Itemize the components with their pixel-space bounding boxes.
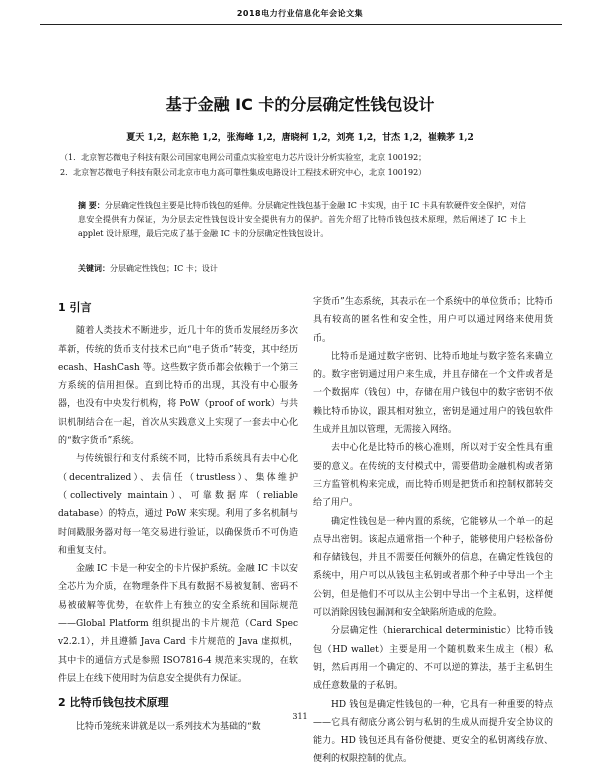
author-list: 夏天 1,2，赵东艳 1,2，张海峰 1,2，唐晓柯 1,2，刘亮 1,2，甘杰 1,2，崔赖茅 1,2 [126, 133, 474, 143]
section-heading-introduction: 1 引言 [58, 301, 92, 314]
paragraph: HD 钱包是确定性钱包的一种，它具有一种重要的特点——它具有彻底分离公钥与私钥的生成从而提升安全协议的能力。HD 钱包还具有备份便捷、更安全的私钥离线存放、便利的权限控制的优点。 [313, 699, 553, 765]
paragraph: 分层确定性（hierarchical deterministic）比特币钱包（HD wallet）主要是用一个随机数来生成主（根）私钥，然后再用一个确定的、不可以逆的算法，基于主私钥生成任意数量的子私钥。 [313, 626, 553, 692]
keywords [78, 261, 526, 276]
abstract-label: 摘 要： [78, 200, 105, 210]
left-column [58, 293, 298, 736]
paragraph: 比特币笼统来讲就是以一系列技术为基础的“数 [76, 721, 261, 732]
page-number: 311 [292, 712, 308, 721]
paragraph: 与传统银行和支付系统不同，比特币系统具有去中心化（decentralized）、去信任（trustless）、集体维护（collectively maintain）、可靠数据库（reliable database）的特点，通过 PoW 来实现。利用了多名机制与时间戳服务器对每一笔交易进行验证，以确保货币不可伪造和重复支付。 [58, 454, 298, 556]
paragraph: 比特币是通过数字密钥、比特币地址与数字签名来确立的。数字密钥通过用户来生成，并且存储在一个文件或者是一个数据库（钱包）中，存储在用户钱包中的数字密钥不依赖比特币协议，跟其相对独立，密钥是通过用户的钱包软件生成并且加以管理，无需接入网络。 [313, 351, 553, 436]
paragraph: 金融 IC 卡是一种安全的卡片保护系统。金融 IC 卡以安全芯片为介质，在物理条件下具有数据不易被复制、密码不易被破解等优势，在软件上有独立的安全系统和国际规范——Global Platform 组织提出的卡片规范（Card Spec v2.2.1），并且遵循 Java Card 卡片规范的 Java 虚拟机，其中卡的通信方式是参照 ISO7816-4 规范来实现的，在软件层上在线下使用时为信息安全提供有力保证。 [58, 564, 298, 684]
paragraph: 去中心化是比特币的核心准则，所以对于安全性具有重要的意义。在传统的支付模式中，需要借助金融机构或者第三方监管机构来完成，而比特币则是把货币和控制权都转交给了用户。 [313, 443, 553, 509]
affiliation-1: （1．北京智芯微电子科技有限公司国家电网公司重点实验室电力芯片设计分析实验室，北京 100192； [60, 153, 427, 162]
paper-title: 基于金融 IC 卡的分层确定性钱包设计 [165, 95, 435, 114]
header-rule [40, 24, 562, 25]
running-head: 2018电力行业信息化年会论文集 [236, 9, 364, 18]
abstract [78, 198, 526, 241]
abstract-text: 分层确定性钱包主要是比特币钱包的延伸。分层确定性钱包基于金融 IC 卡实现，由于 IC 卡具有软硬件安全保护，对信息安全提供有力保证，为分层去定性钱包设计安全提供有力的保护。首先介绍了比特币钱包技术原理，然后阐述了 IC 卡上 applet 设计原理，最后完成了基于金融 IC 卡的分层确定性钱包设计。 [78, 201, 526, 238]
affiliation-2: 2．北京智芯微电子科技有限公司北京市电力高可靠性集成电路设计工程技术研究中心，北京 100192） [60, 168, 427, 177]
right-column [313, 293, 553, 769]
paragraph: 确定性钱包是一种内置的系统，它能够从一个单一的起点导出密钥。该起点通常指一个种子，能够使用户轻松备份和存储钱包，并且不需要任何额外的信息，在确定性钱包的系统中，用户可以从钱包主私钥或者那个种子中导出一个主公钥，但是他们不可以从主公钥中导出一个主私钥，这样便可以消除因钱包漏洞和安全缺陷所造成的危险。 [313, 516, 553, 619]
section-heading-wallet-principle: 2 比特币钱包技术原理 [58, 696, 169, 710]
keywords-label: 关键词： [78, 263, 110, 273]
paragraph: 随着人类技术不断进步，近几十年的货币发展经历多次革新，传统的货币支付技术已向“电子货币”转变，其中经历 ecash、HashCash 等。这些数字货币都会依赖于一个第三方系统的信用担保。直到比特币的出现，其没有中心服务器，也没有中央发行机构，将 PoW（proof of work）与共识机制结合在一起，首次从实践意义上实现了一套去中心化的“数字货币”系统。 [58, 326, 298, 447]
keywords-text: 分层确定性钱包；IC 卡；设计 [110, 264, 218, 273]
paragraph: 字货币”生态系统，其表示在一个系统中的单位货币；比特币具有较高的匿名性和安全性，用户可以通过网络来使用货币。 [313, 297, 553, 344]
